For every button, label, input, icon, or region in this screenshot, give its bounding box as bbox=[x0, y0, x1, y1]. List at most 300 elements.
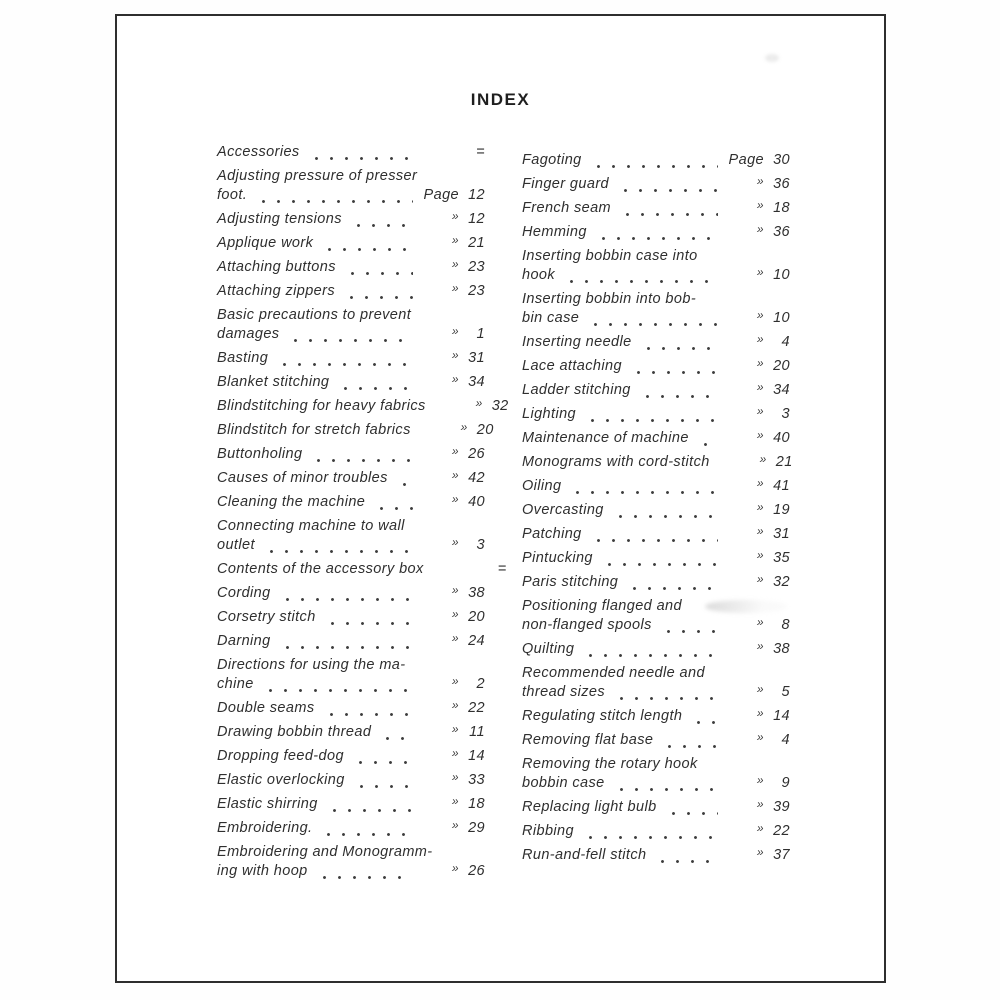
dot-leader bbox=[372, 493, 413, 512]
index-entry-line bbox=[217, 420, 494, 440]
page-number: 33 bbox=[468, 772, 485, 788]
index-entry-line bbox=[522, 707, 790, 726]
page-number: 31 bbox=[773, 526, 790, 542]
index-entry-line bbox=[217, 536, 485, 555]
index-entry-line bbox=[522, 452, 793, 472]
ditto-mark: » bbox=[756, 500, 764, 514]
page-number: 36 bbox=[773, 224, 790, 240]
entry-text: Oiling bbox=[522, 478, 562, 494]
ditto-mark: » bbox=[451, 492, 459, 506]
entry-text: Buttonholing bbox=[217, 446, 303, 462]
entry-text: Basic precautions to prevent bbox=[217, 307, 412, 323]
entry-text: Directions for using the ma- bbox=[217, 657, 406, 673]
ditto-mark: » bbox=[756, 265, 764, 279]
index-entry bbox=[217, 234, 485, 253]
index-entry bbox=[522, 731, 790, 750]
dot-leader bbox=[594, 223, 718, 242]
index-entry-line bbox=[217, 819, 485, 838]
entry-text: Ladder stitching bbox=[522, 382, 631, 398]
index-entry-line bbox=[522, 640, 790, 659]
index-entry bbox=[522, 477, 790, 496]
page-number: 40 bbox=[773, 430, 790, 446]
ditto-mark: » bbox=[756, 797, 764, 811]
page-number: 21 bbox=[775, 454, 793, 470]
entry-text: Cording bbox=[217, 585, 271, 601]
index-entry-line bbox=[522, 683, 790, 702]
page-number: 10 bbox=[773, 310, 790, 326]
dot-leader bbox=[309, 445, 413, 464]
index-entry bbox=[217, 282, 485, 301]
ditto-mark: » bbox=[756, 404, 764, 418]
index-entry-line bbox=[522, 731, 790, 750]
dot-leader bbox=[254, 186, 413, 205]
index-entry bbox=[522, 357, 790, 376]
page-number: 20 bbox=[476, 422, 494, 438]
dot-leader bbox=[418, 421, 422, 440]
ditto-mark: » bbox=[756, 682, 764, 696]
index-entry-line bbox=[217, 325, 485, 344]
page-number: 34 bbox=[468, 374, 485, 390]
entry-text: Basting bbox=[217, 350, 269, 366]
ditto-mark: » bbox=[451, 607, 459, 621]
ditto-mark: » bbox=[756, 524, 764, 538]
dot-leader bbox=[315, 862, 413, 881]
ditto-mark: » bbox=[756, 572, 764, 586]
index-entry bbox=[217, 699, 485, 718]
page-marker: Page bbox=[423, 187, 459, 203]
ditto-mark: » bbox=[759, 452, 767, 466]
index-entry-line bbox=[217, 584, 485, 603]
page-number: 34 bbox=[773, 382, 790, 398]
ditto-mark: » bbox=[451, 746, 459, 760]
entry-text: Monograms with cord-stitch bbox=[522, 454, 710, 470]
page-number: = bbox=[497, 561, 507, 577]
ditto-mark: » bbox=[756, 308, 764, 322]
page-number: 4 bbox=[781, 732, 790, 748]
page-number: 29 bbox=[468, 820, 485, 836]
page-number: 21 bbox=[468, 235, 485, 251]
ditto-mark: » bbox=[451, 348, 459, 362]
ditto-mark: » bbox=[451, 257, 459, 271]
page-number: 22 bbox=[468, 700, 485, 716]
index-entry-line bbox=[217, 469, 485, 488]
entry-text: Removing the rotary hook bbox=[522, 756, 698, 772]
ditto-mark: » bbox=[756, 615, 764, 629]
index-entry-line bbox=[217, 747, 485, 766]
dot-leader bbox=[589, 525, 718, 544]
dot-leader bbox=[659, 616, 718, 635]
index-entry-line bbox=[217, 862, 485, 881]
dot-leader bbox=[612, 774, 718, 793]
index-entry-line bbox=[522, 429, 790, 448]
index-entry-line bbox=[217, 258, 485, 277]
page-number: 38 bbox=[773, 641, 790, 657]
index-entry bbox=[522, 664, 790, 702]
index-entry-line bbox=[217, 234, 485, 253]
page-number: 32 bbox=[773, 574, 790, 590]
dot-leader bbox=[583, 405, 718, 424]
ditto-mark: » bbox=[451, 674, 459, 688]
index-entry-line bbox=[217, 560, 507, 579]
entry-text: Pintucking bbox=[522, 550, 593, 566]
entry-text: Adjusting tensions bbox=[217, 211, 342, 227]
index-entry-line bbox=[217, 608, 485, 627]
ditto-mark: » bbox=[451, 861, 459, 875]
ditto-mark: » bbox=[451, 583, 459, 597]
page-number: 18 bbox=[468, 796, 485, 812]
index-entry-line bbox=[522, 199, 790, 218]
page-marker: Page bbox=[728, 152, 764, 168]
ditto-mark: » bbox=[451, 281, 459, 295]
page-number: 9 bbox=[781, 775, 790, 791]
entry-text: Positioning flanged and bbox=[522, 598, 682, 614]
dot-leader bbox=[696, 429, 718, 448]
entry-text: Adjusting pressure of presser bbox=[217, 168, 418, 184]
entry-text: Run-and-fell stitch bbox=[522, 847, 647, 863]
page-number: 35 bbox=[773, 550, 790, 566]
index-entry bbox=[217, 747, 485, 766]
dot-leader bbox=[286, 325, 413, 344]
page-number: 4 bbox=[781, 334, 790, 350]
entry-text: Blindstitch for stretch fabrics bbox=[217, 422, 411, 438]
page-number: 30 bbox=[773, 152, 790, 168]
dot-leader bbox=[323, 608, 413, 627]
ditto-mark: » bbox=[451, 324, 459, 338]
ditto-mark: » bbox=[756, 174, 764, 188]
ditto-mark: » bbox=[756, 548, 764, 562]
dot-leader bbox=[568, 477, 718, 496]
index-entry-line bbox=[217, 771, 485, 790]
index-entry bbox=[217, 632, 485, 651]
entry-text: chine bbox=[217, 676, 254, 692]
index-entry-line bbox=[217, 186, 485, 205]
index-entry bbox=[522, 429, 790, 448]
index-entry bbox=[522, 223, 790, 242]
ditto-mark: » bbox=[451, 535, 459, 549]
index-entry bbox=[522, 501, 790, 520]
entry-text: Inserting bobbin case into bbox=[522, 248, 698, 264]
index-entry-line bbox=[217, 396, 509, 416]
dot-leader bbox=[352, 771, 413, 790]
page-number: 23 bbox=[468, 283, 485, 299]
entry-text: Elastic overlocking bbox=[217, 772, 345, 788]
index-entry-line bbox=[522, 223, 790, 242]
index-entry-line bbox=[522, 798, 790, 817]
dot-leader bbox=[638, 381, 718, 400]
entry-text: bin case bbox=[522, 310, 580, 326]
page-number: 14 bbox=[468, 748, 485, 764]
entry-text: Connecting machine to wall bbox=[217, 518, 405, 534]
entry-text: Removing flat base bbox=[522, 732, 654, 748]
index-entry-line bbox=[217, 632, 485, 651]
dot-leader bbox=[342, 282, 413, 301]
index-entry bbox=[522, 247, 790, 285]
dot-leader bbox=[336, 373, 413, 392]
index-entry bbox=[522, 381, 790, 400]
page-number: 8 bbox=[781, 617, 790, 633]
index-entry-line bbox=[522, 846, 790, 865]
entry-text: Overcasting bbox=[522, 502, 604, 518]
entry-text: Inserting bobbin into bob- bbox=[522, 291, 697, 307]
index-entry-line bbox=[522, 549, 790, 568]
ditto-mark: » bbox=[756, 821, 764, 835]
entry-text: French seam bbox=[522, 200, 612, 216]
dot-leader bbox=[612, 683, 718, 702]
index-entry-line bbox=[522, 501, 790, 520]
entry-text: Finger guard bbox=[522, 176, 610, 192]
index-entry bbox=[217, 560, 507, 579]
index-entry bbox=[217, 210, 485, 229]
index-entry bbox=[217, 819, 485, 838]
dot-leader bbox=[717, 453, 721, 472]
page-title: INDEX bbox=[470, 90, 531, 109]
page-number: 37 bbox=[773, 847, 790, 863]
dot-leader bbox=[325, 795, 413, 814]
ditto-mark: » bbox=[451, 818, 459, 832]
index-entry bbox=[522, 755, 790, 793]
scan-artifact bbox=[705, 600, 787, 613]
index-column-left bbox=[217, 143, 509, 886]
index-entry bbox=[217, 608, 485, 627]
dot-leader bbox=[319, 819, 413, 838]
entry-text: Applique work bbox=[217, 235, 314, 251]
entry-text: outlet bbox=[217, 537, 255, 553]
entry-text: Contents of the accessory box bbox=[217, 561, 424, 577]
dot-leader bbox=[320, 234, 413, 253]
ditto-mark: » bbox=[451, 794, 459, 808]
entry-text: Lighting bbox=[522, 406, 576, 422]
dot-leader bbox=[586, 309, 718, 328]
page-number: = bbox=[476, 144, 485, 160]
ditto-mark: » bbox=[756, 198, 764, 212]
index-entry-line bbox=[217, 282, 485, 301]
page-number: 12 bbox=[468, 211, 485, 227]
ditto-mark: » bbox=[756, 730, 764, 744]
dot-leader bbox=[322, 699, 414, 718]
entry-text: Fagoting bbox=[522, 152, 582, 168]
ditto-mark: » bbox=[756, 476, 764, 490]
page-number: 3 bbox=[781, 406, 790, 422]
entry-text: hook bbox=[522, 267, 556, 283]
index-entry bbox=[217, 445, 485, 464]
entry-text: Embroidering. bbox=[217, 820, 313, 836]
ditto-mark: » bbox=[475, 396, 483, 410]
entry-text: Dropping feed-dog bbox=[217, 748, 344, 764]
page-number: 14 bbox=[773, 708, 790, 724]
dot-leader bbox=[262, 536, 413, 555]
entry-text: non-flanged spools bbox=[522, 617, 652, 633]
scan-artifact bbox=[765, 54, 779, 62]
dot-leader bbox=[600, 549, 718, 568]
dot-leader bbox=[616, 175, 718, 194]
ditto-mark: » bbox=[451, 770, 459, 784]
index-entry bbox=[217, 143, 485, 162]
entry-text: Elastic shirring bbox=[217, 796, 318, 812]
ditto-mark: » bbox=[756, 428, 764, 442]
index-entry-line bbox=[522, 477, 790, 496]
page-number: 20 bbox=[468, 609, 485, 625]
page-number: 40 bbox=[468, 494, 485, 510]
index-entry-line bbox=[522, 309, 790, 328]
entry-text: Accessories bbox=[217, 144, 300, 160]
entry-text: Blanket stitching bbox=[217, 374, 330, 390]
index-entry bbox=[522, 333, 790, 352]
entry-text: foot. bbox=[217, 187, 248, 203]
index-entry-line bbox=[522, 774, 790, 793]
entry-text: Drawing bobbin thread bbox=[217, 724, 372, 740]
index-entry-line bbox=[217, 795, 485, 814]
ditto-mark: » bbox=[756, 845, 764, 859]
manual-index-page bbox=[115, 14, 886, 983]
ditto-mark: » bbox=[451, 444, 459, 458]
page-number: 38 bbox=[468, 585, 485, 601]
index-entry bbox=[217, 517, 485, 555]
page-number: 22 bbox=[773, 823, 790, 839]
index-entry-line bbox=[522, 175, 790, 194]
dot-leader bbox=[639, 333, 718, 352]
entry-text: Quilting bbox=[522, 641, 575, 657]
dot-leader bbox=[261, 675, 413, 694]
page-number: 10 bbox=[773, 267, 790, 283]
ditto-mark: » bbox=[756, 222, 764, 236]
ditto-mark: » bbox=[756, 380, 764, 394]
entry-text: Replacing light bulb bbox=[522, 799, 657, 815]
page-number: 36 bbox=[773, 176, 790, 192]
index-entry-line bbox=[522, 822, 790, 841]
entry-text: Lace attaching bbox=[522, 358, 622, 374]
entry-text: damages bbox=[217, 326, 280, 342]
page-number: 5 bbox=[781, 684, 790, 700]
index-entry bbox=[522, 846, 790, 865]
index-entry bbox=[522, 199, 790, 218]
index-entry-line bbox=[522, 405, 790, 424]
entry-text: Darning bbox=[217, 633, 271, 649]
index-entry bbox=[217, 373, 485, 392]
index-entry-line bbox=[522, 151, 790, 170]
index-entry-line bbox=[217, 723, 485, 742]
index-entry bbox=[217, 656, 485, 694]
page-number: 18 bbox=[773, 200, 790, 216]
index-entry bbox=[522, 640, 790, 659]
index-entry bbox=[217, 258, 485, 277]
index-entry bbox=[217, 396, 509, 416]
entry-text: Causes of minor troubles bbox=[217, 470, 388, 486]
index-entry bbox=[522, 452, 793, 472]
index-column-right bbox=[522, 151, 793, 870]
dot-leader bbox=[689, 707, 718, 726]
index-entry-line bbox=[522, 357, 790, 376]
index-entry bbox=[217, 306, 485, 344]
dot-leader bbox=[660, 731, 718, 750]
index-entry-line bbox=[217, 493, 485, 512]
page-number: 1 bbox=[476, 326, 485, 342]
dot-leader bbox=[433, 397, 437, 416]
dot-leader bbox=[378, 723, 413, 742]
page-number: 26 bbox=[468, 863, 485, 879]
dot-leader bbox=[664, 798, 718, 817]
index-entry bbox=[217, 771, 485, 790]
entry-text: Attaching buttons bbox=[217, 259, 336, 275]
page-number: 32 bbox=[491, 398, 509, 414]
dot-leader bbox=[611, 501, 718, 520]
entry-text: Embroidering and Monogramm- bbox=[217, 844, 433, 860]
index-entry-line bbox=[522, 381, 790, 400]
ditto-mark: » bbox=[756, 706, 764, 720]
page-number: 3 bbox=[476, 537, 485, 553]
dot-leader bbox=[431, 560, 435, 579]
ditto-mark: » bbox=[756, 773, 764, 787]
ditto-mark: » bbox=[756, 332, 764, 346]
page-number: 20 bbox=[773, 358, 790, 374]
ditto-mark: » bbox=[451, 372, 459, 386]
entry-text: Attaching zippers bbox=[217, 283, 336, 299]
ditto-mark: » bbox=[451, 722, 459, 736]
index-entry-line bbox=[217, 167, 485, 186]
page-number: 31 bbox=[468, 350, 485, 366]
ditto-mark: » bbox=[451, 468, 459, 482]
dot-leader bbox=[562, 266, 718, 285]
index-entry bbox=[522, 549, 790, 568]
dot-leader bbox=[653, 846, 718, 865]
index-entry bbox=[217, 469, 485, 488]
index-entry bbox=[217, 167, 485, 205]
dot-leader bbox=[581, 822, 718, 841]
index-entry bbox=[522, 175, 790, 194]
entry-text: Blindstitching for heavy fabrics bbox=[217, 398, 426, 414]
index-entry-line bbox=[522, 266, 790, 285]
index-entry-line bbox=[522, 333, 790, 352]
page-number: 23 bbox=[468, 259, 485, 275]
ditto-mark: » bbox=[451, 209, 459, 223]
index-entry-line bbox=[217, 349, 485, 368]
page-number: 42 bbox=[468, 470, 485, 486]
ditto-mark: » bbox=[460, 420, 468, 434]
index-entry-line bbox=[522, 616, 790, 635]
page-number: 19 bbox=[773, 502, 790, 518]
index-entry bbox=[217, 493, 485, 512]
dot-leader bbox=[349, 210, 413, 229]
entry-text: Inserting needle bbox=[522, 334, 632, 350]
index-entry bbox=[217, 723, 485, 742]
index-entry-line bbox=[217, 143, 485, 162]
dot-leader bbox=[629, 357, 718, 376]
page-number: 39 bbox=[773, 799, 790, 815]
dot-leader bbox=[618, 199, 718, 218]
entry-text: Patching bbox=[522, 526, 582, 542]
dot-leader bbox=[395, 469, 413, 488]
ditto-mark: » bbox=[756, 356, 764, 370]
dot-leader bbox=[275, 349, 413, 368]
index-entry bbox=[522, 798, 790, 817]
index-entry bbox=[522, 707, 790, 726]
page-number: 11 bbox=[469, 724, 485, 740]
entry-text: Cleaning the machine bbox=[217, 494, 366, 510]
index-entry-line bbox=[522, 525, 790, 544]
index-entry-line bbox=[217, 445, 485, 464]
ditto-mark: » bbox=[451, 233, 459, 247]
index-entry bbox=[522, 573, 790, 592]
entry-text: Hemming bbox=[522, 224, 587, 240]
page-number: 2 bbox=[476, 676, 485, 692]
entry-text: Ribbing bbox=[522, 823, 574, 839]
dot-leader bbox=[278, 632, 413, 651]
dot-leader bbox=[581, 640, 718, 659]
index-entry bbox=[217, 843, 485, 881]
page-number: 12 bbox=[468, 187, 485, 203]
index-entry bbox=[522, 525, 790, 544]
index-entry bbox=[217, 795, 485, 814]
index-entry bbox=[217, 420, 494, 440]
